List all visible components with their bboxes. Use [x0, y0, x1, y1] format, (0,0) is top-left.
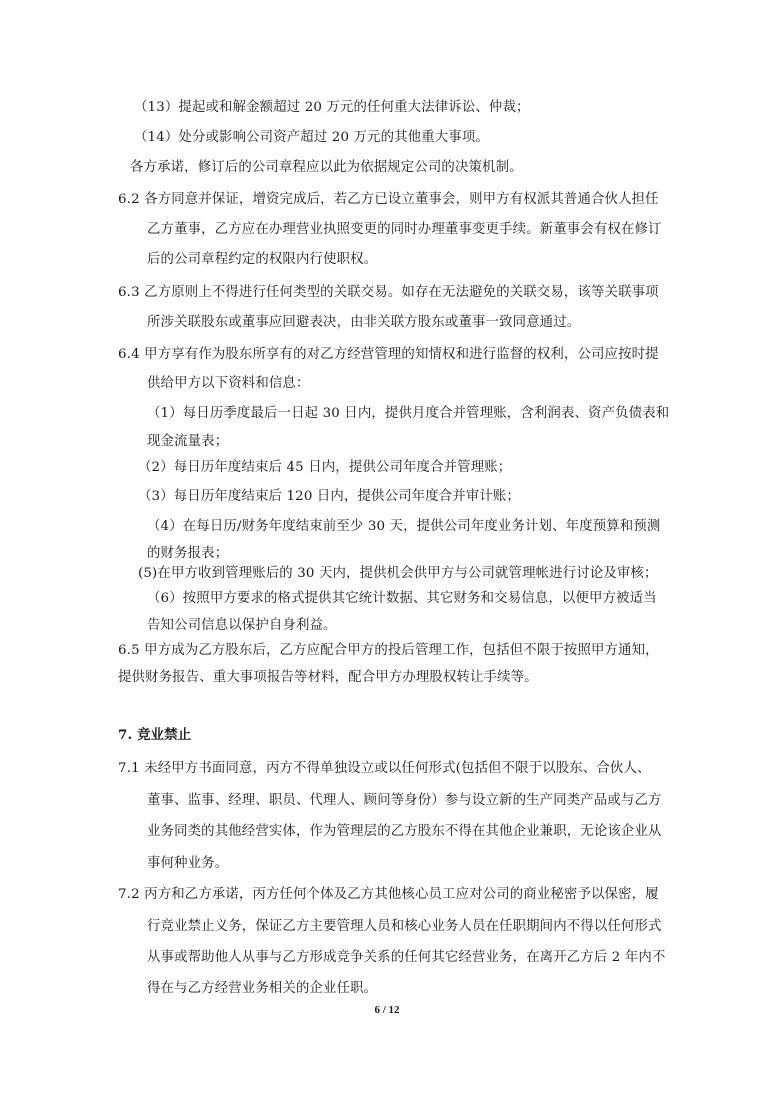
clause-6-2: 6.2 各方同意并保证，增资完成后，若乙方已设立董事会，则甲方有权派其普通合伙人担任 [118, 192, 659, 207]
item-1: （1）每日历季度最后一日起 30 日内，提供月度合并管理账，含利润表、资产负债表和 [147, 406, 670, 421]
clause-7-2: 7.2 丙方和乙方承诺，丙方任何个体及乙方其他核心员工应对公司的商业秘密予以保密，履 [118, 887, 659, 902]
clause-6-3: 6.3 乙方原则上不得进行任何类型的关联交易。如存在无法避免的关联交易，该等关联事项 [118, 285, 659, 300]
item-13: （13）提起或和解金额超过 20 万元的任何重大法律诉讼、仲裁； [134, 100, 530, 115]
clause-7-2-cont: 行竞业禁止义务，保证乙方主要管理人员和核心业务人员在任职期间内不得以任何形式 [147, 919, 662, 934]
item-1-cont: 现金流量表； [147, 434, 229, 449]
item-5: (5)在甲方收到管理账后的 30 天内，提供机会供甲方与公司就管理帐进行讨论及审核； [138, 566, 658, 581]
item-6: （6）按照甲方要求的格式提供其它统计数据、其它财务和交易信息，以便甲方被适当 [147, 591, 657, 606]
commitment-text: 各方承诺，修订后的公司章程应以此为依据规定公司的决策机制。 [130, 160, 523, 175]
clause-6-5-cont: 提供财务报告、重大事项报告等材料，配合甲方办理股权转让手续等。 [118, 670, 538, 685]
clause-6-5: 6.5 甲方成为乙方股东后，乙方应配合甲方的投后管理工作，包括但不限于按照甲方通知， [118, 643, 659, 658]
clause-6-3-cont: 所涉关联股东或董事应回避表决，由非关联方股东或董事一致同意通过。 [147, 315, 581, 330]
clause-7-1: 7.1 未经甲方书面同意，丙方不得单独设立或以任何形式(包括但不限于以股东、合伙人、 [118, 761, 651, 776]
item-4: （4）在每日历/财务年度结束前至少 30 天，提供公司年度业务计划、年度预算和预测 [147, 519, 661, 534]
section-heading: 7. 竞业禁止 [118, 727, 192, 743]
clause-6-2-cont: 后的公司章程约定的权限内行使职权。 [147, 252, 378, 267]
item-6-cont: 告知公司信息以保护自身利益。 [147, 618, 337, 633]
item-14: （14）处分或影响公司资产超过 20 万元的其他重大事项。 [134, 130, 489, 145]
clause-7-1-cont: 业务同类的其他经营实体，作为管理层的乙方股东不得在其他企业兼职，无论该企业从 [147, 824, 662, 839]
item-3: （3）每日历年度结束后 120 日内，提供公司年度合并审计账； [138, 489, 521, 504]
page-number: 6 / 12 [374, 1004, 400, 1016]
clause-7-2-cont: 从事或帮助他人从事与乙方形成竞争关系的任何其它经营业务，在离开乙方后 2 年内不 [147, 950, 666, 965]
item-4-cont: 的财务报表； [147, 546, 229, 561]
item-2: （2）每日历年度结束后 45 日内，提供公司年度合并管理账； [138, 460, 512, 475]
clause-6-4: 6.4 甲方享有作为股东所享有的对乙方经营管理的知情权和进行监督的权利，公司应按时提 [118, 347, 659, 362]
clause-6-4-cont: 供给甲方以下资料和信息： [147, 376, 310, 391]
clause-7-1-cont: 董事、监事、经理、职员、代理人、顾问等身份）参与设立新的生产同类产品或与乙方 [147, 793, 662, 808]
clause-7-2-cont: 得在与乙方经营业务相关的企业任职。 [147, 981, 378, 996]
clause-6-2-cont: 乙方董事，乙方应在办理营业执照变更的同时办理董事变更手续。新董事会有权在修订 [147, 222, 662, 237]
clause-7-1-cont: 事何种业务。 [147, 856, 229, 871]
